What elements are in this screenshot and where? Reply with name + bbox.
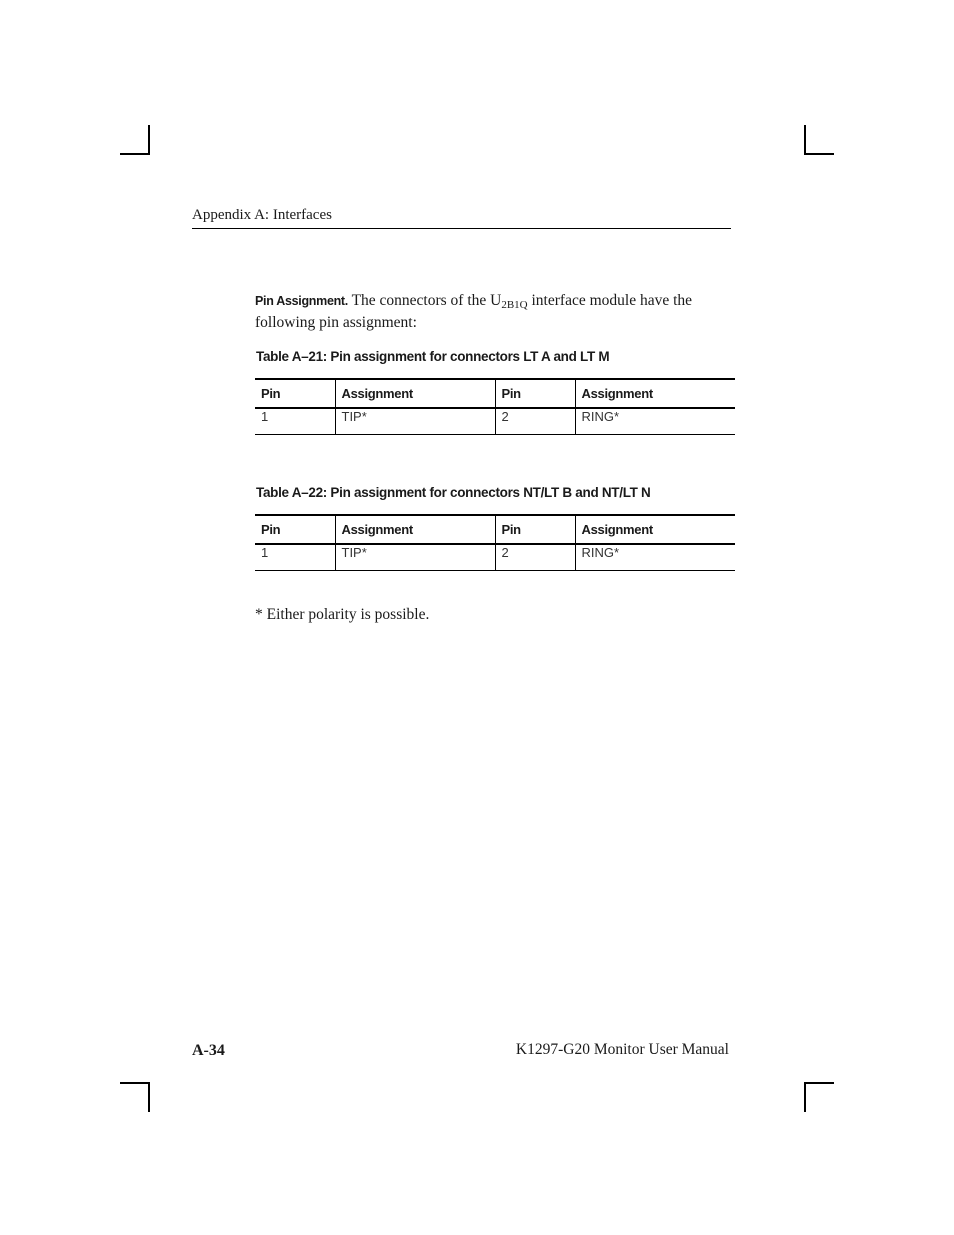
table-row — [255, 544, 735, 571]
header-rule — [192, 228, 731, 229]
page-number: A-34 — [192, 1042, 225, 1059]
table-caption-a21: Table A–21: Pin assignment for connectors LT A and LT M — [256, 349, 610, 364]
cell-assignment: RING* — [575, 408, 735, 435]
running-header: Appendix A: Interfaces — [192, 207, 332, 223]
header-pin: Pin — [495, 379, 575, 408]
intro-subscript: 2B1Q — [501, 299, 528, 311]
crop-mark-top-right-h — [804, 153, 834, 155]
cell-assignment: TIP* — [335, 408, 495, 435]
cell-pin: 2 — [495, 544, 575, 571]
crop-mark-top-left-v — [148, 125, 150, 155]
footnote: * Either polarity is possible. — [255, 606, 430, 623]
cell-pin: 1 — [255, 544, 335, 571]
intro-paragraph — [255, 292, 715, 331]
table-caption-a22: Table A–22: Pin assignment for connectors NT/LT B and NT/LT N — [256, 485, 651, 500]
intro-lead: Pin Assignment. — [255, 294, 348, 308]
crop-mark-top-left-h — [120, 153, 150, 155]
header-assignment: Assignment — [575, 379, 735, 408]
crop-mark-bottom-right-v — [804, 1082, 806, 1112]
intro-text-after: interface module have the following pin assignment: — [255, 292, 693, 331]
table-header-row — [255, 379, 735, 408]
header-assignment: Assignment — [335, 515, 495, 544]
cell-pin: 1 — [255, 408, 335, 435]
cell-assignment: TIP* — [335, 544, 495, 571]
manual-title: K1297-G20 Monitor User Manual — [515, 1041, 729, 1058]
header-pin: Pin — [255, 515, 335, 544]
pin-table-a21 — [255, 378, 735, 435]
intro-text-before: The connectors of the U — [347, 292, 502, 309]
cell-assignment: RING* — [575, 544, 735, 571]
header-pin: Pin — [495, 515, 575, 544]
header-assignment: Assignment — [575, 515, 735, 544]
crop-mark-bottom-left-h — [120, 1082, 150, 1084]
pin-table-a22 — [255, 514, 735, 571]
cell-pin: 2 — [495, 408, 575, 435]
header-assignment: Assignment — [335, 379, 495, 408]
table-row — [255, 408, 735, 435]
crop-mark-top-right-v — [804, 125, 806, 155]
crop-mark-bottom-right-h — [804, 1082, 834, 1084]
crop-mark-bottom-left-v — [148, 1082, 150, 1112]
table-header-row — [255, 515, 735, 544]
header-pin: Pin — [255, 379, 335, 408]
